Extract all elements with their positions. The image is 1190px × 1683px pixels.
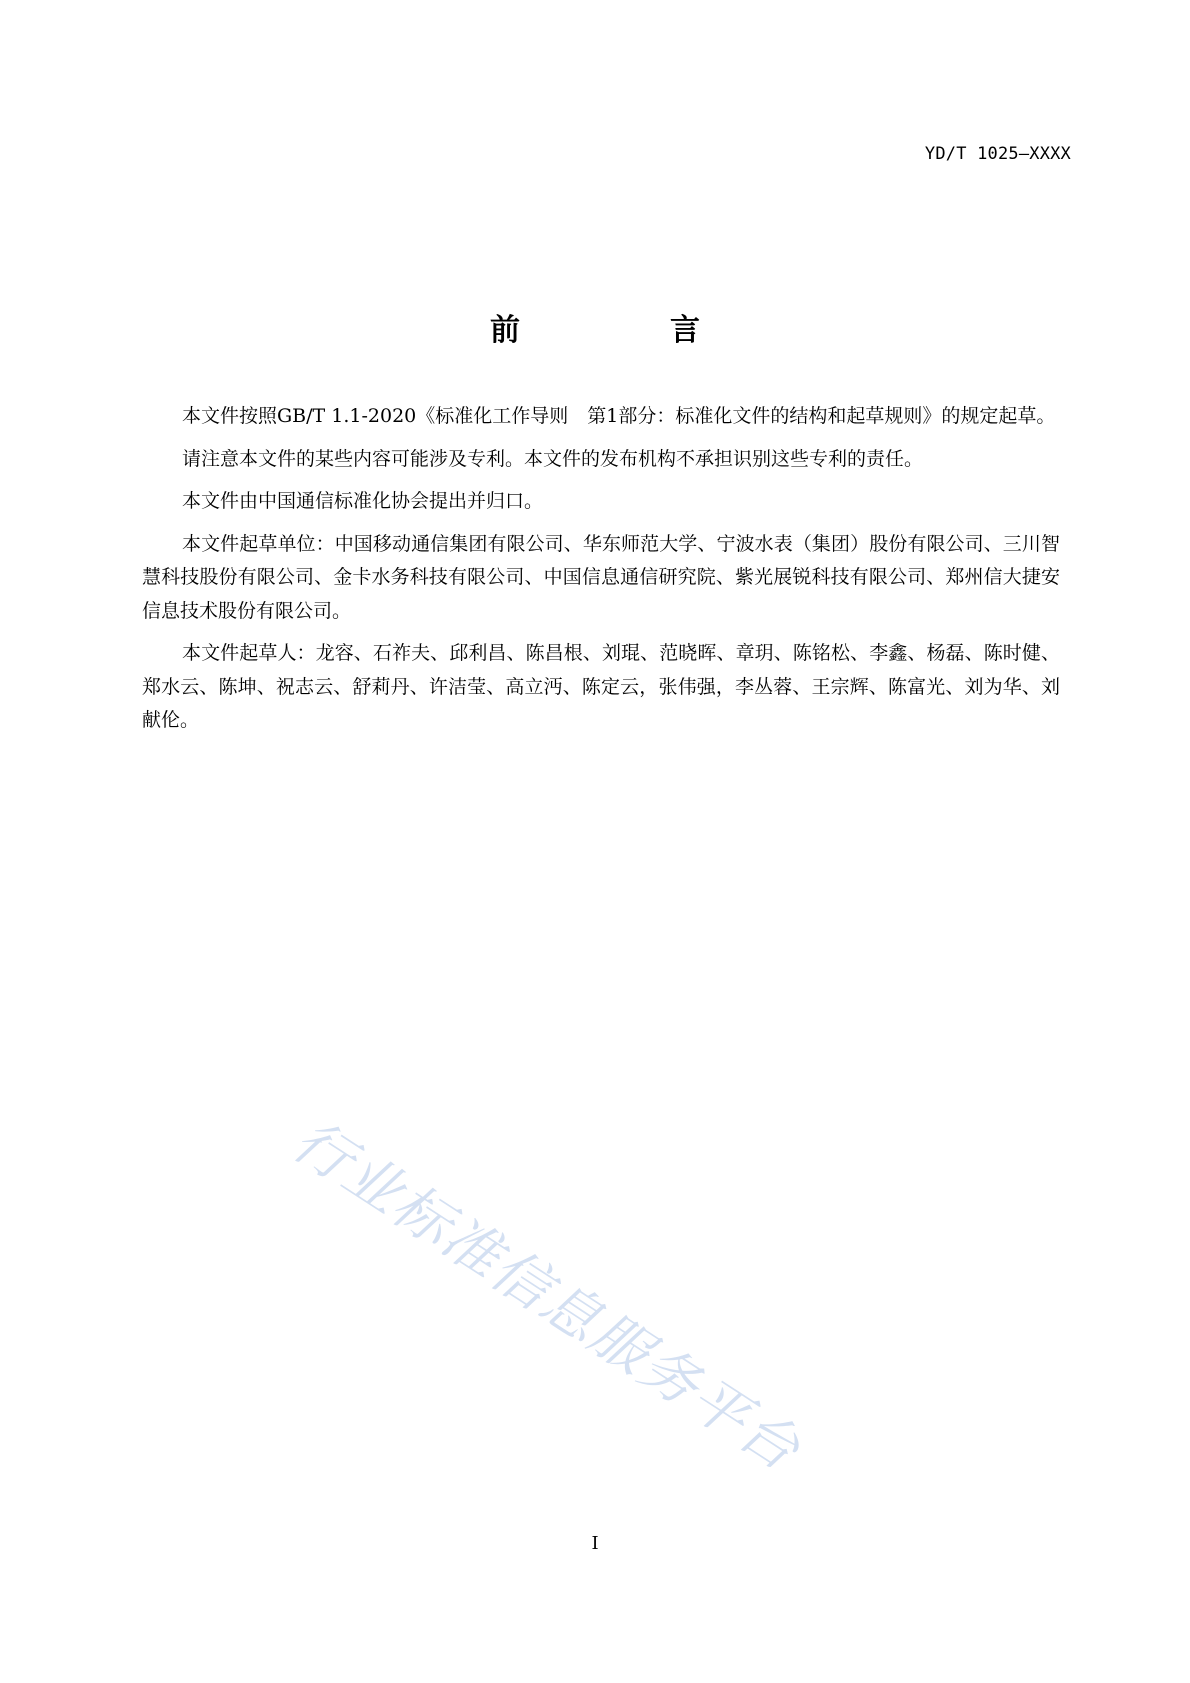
paragraph-drafting-units: 本文件起草单位：中国移动通信集团有限公司、华东师范大学、宁波水表（集团）股份有限公司、三川智慧科技股份有限公司、金卡水务科技有限公司、中国信息通信研究院、紫光展锐科技有限公司、郑州信大捷安信息技术股份有限公司。 <box>142 532 1060 622</box>
watermark: 行业标准信息服务平台 <box>281 1107 813 1485</box>
paragraph-drafters: 本文件起草人：龙容、石祚夫、邱利昌、陈昌根、刘琨、范晓晖、章玥、陈铭松、李鑫、杨磊、陈时健、郑水云、陈坤、祝志云、舒莉丹、许洁莹、高立沔、陈定云，张伟强，李丛蓉、王宗辉、陈富光、刘为华、刘献伦。 <box>142 642 1060 731</box>
paragraph-patent-notice: 请注意本文件的某些内容可能涉及专利。本文件的发布机构不承担识别这些专利的责任。 <box>182 447 924 470</box>
document-body <box>142 400 1060 747</box>
document-code: YD/T 1025—XXXX <box>924 144 1071 164</box>
section-title: 前 言 <box>490 313 760 348</box>
page-number: I <box>591 1533 599 1554</box>
paragraph-drafting-rules: 本文件按照GB/T 1.1-2020《标准化工作导则 第1部分：标准化文件的结构和起草规则》的规定起草。 <box>182 405 1056 427</box>
paragraph-proposer: 本文件由中国通信标准化协会提出并归口。 <box>182 490 544 512</box>
